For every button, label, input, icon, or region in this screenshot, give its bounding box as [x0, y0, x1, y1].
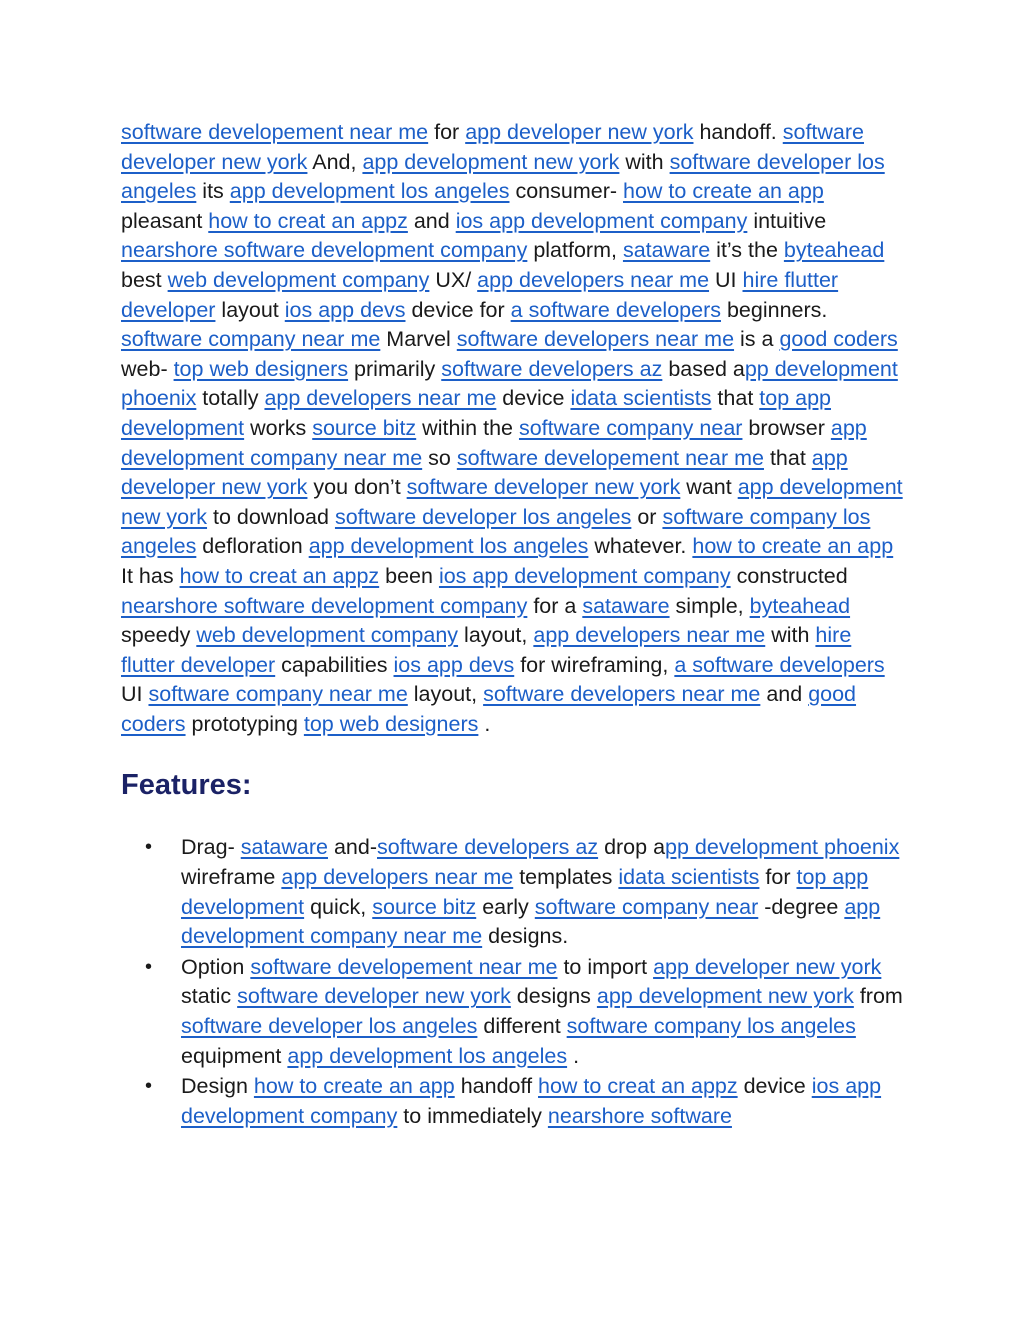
- body-text: for wireframing,: [514, 652, 675, 677]
- inline-link[interactable]: how to create an app: [253, 1074, 455, 1099]
- body-text: -degree: [758, 894, 845, 919]
- body-text: device: [737, 1074, 812, 1099]
- inline-link[interactable]: top app development: [181, 865, 869, 919]
- body-text: intuitive: [747, 208, 827, 233]
- inline-link[interactable]: sataware: [240, 835, 328, 860]
- body-text: quick,: [304, 894, 373, 919]
- inline-link[interactable]: hire flutter developer: [121, 623, 852, 677]
- body-text: its: [196, 179, 230, 204]
- feature-list-item: [145, 953, 911, 1071]
- body-text: layout: [215, 297, 285, 322]
- inline-link[interactable]: software developement near me: [121, 120, 429, 144]
- inline-link[interactable]: app development los angeles: [229, 179, 510, 204]
- inline-link[interactable]: idata scientists: [570, 386, 712, 411]
- body-text: for: [428, 120, 466, 144]
- body-text: to immediately: [397, 1103, 548, 1128]
- inline-link[interactable]: ios app devs: [393, 652, 515, 677]
- bullet-icon: •: [145, 836, 153, 859]
- inline-link[interactable]: app development company near me: [121, 415, 867, 470]
- inline-link[interactable]: good coders: [779, 327, 898, 352]
- body-text: handoff: [454, 1074, 539, 1099]
- feature-list-item: [145, 833, 911, 951]
- body-text: UX/: [429, 267, 478, 292]
- inline-link[interactable]: how to create an app: [623, 179, 824, 204]
- body-text: static: [181, 984, 238, 1009]
- inline-link[interactable]: app developer new york: [465, 120, 694, 144]
- inline-link[interactable]: software developement near me: [250, 954, 558, 979]
- body-text: and: [760, 682, 809, 707]
- inline-link[interactable]: how to creat an appz: [208, 208, 408, 233]
- inline-link[interactable]: ios app development company: [181, 1074, 882, 1128]
- body-text: from: [853, 984, 903, 1009]
- body-text: layout,: [458, 623, 534, 648]
- inline-link[interactable]: web development company: [167, 267, 430, 292]
- inline-link[interactable]: nearshore software: [547, 1103, 732, 1128]
- body-text: designs: [510, 984, 597, 1009]
- inline-link[interactable]: nearshore software development company: [121, 593, 528, 618]
- body-text: within the: [416, 415, 519, 440]
- body-text: UI: [121, 682, 149, 707]
- body-text: device for: [405, 297, 511, 322]
- body-text: speedy: [121, 623, 197, 648]
- body-text: handoff.: [693, 120, 783, 144]
- body-text: device: [496, 386, 571, 411]
- inline-link[interactable]: software company near: [534, 894, 759, 919]
- body-text: for: [759, 865, 797, 890]
- inline-link[interactable]: top web designers: [303, 711, 479, 736]
- body-text: to download: [207, 504, 335, 529]
- inline-link[interactable]: app developer new york: [121, 445, 848, 500]
- body-text: want: [680, 475, 738, 500]
- body-text: platform,: [527, 238, 623, 263]
- inline-link[interactable]: a software developers: [510, 297, 721, 322]
- body-text: and: [407, 208, 456, 233]
- inline-link[interactable]: ios app development company: [455, 208, 748, 233]
- document-page: [121, 118, 911, 1132]
- body-text: Marvel: [380, 327, 457, 352]
- body-text: primarily: [348, 356, 442, 381]
- body-text: consumer-: [509, 179, 623, 204]
- inline-link[interactable]: software developer new york: [237, 984, 511, 1009]
- body-text: and-: [327, 835, 377, 860]
- features-heading: Features:: [121, 769, 252, 802]
- body-text: whatever.: [588, 534, 693, 559]
- body-text: best: [121, 267, 168, 292]
- inline-link[interactable]: web development company: [196, 623, 459, 648]
- inline-link[interactable]: idata scientists: [618, 865, 760, 890]
- body-text: to import: [557, 954, 654, 979]
- body-text: Drag-: [181, 835, 241, 860]
- inline-link[interactable]: a software developers: [674, 652, 885, 677]
- body-text: prototyping: [185, 711, 304, 736]
- body-text: simple,: [669, 593, 750, 618]
- inline-link[interactable]: app development new york: [596, 984, 854, 1009]
- inline-link[interactable]: software developer los angeles: [121, 149, 885, 204]
- inline-link[interactable]: byteahead: [749, 593, 851, 618]
- inline-link[interactable]: sataware: [622, 238, 711, 263]
- inline-link[interactable]: how to creat an appz: [179, 563, 380, 588]
- inline-link[interactable]: software developement near me: [456, 445, 764, 470]
- body-text: And,: [307, 149, 363, 174]
- inline-link[interactable]: how to create an app: [692, 534, 894, 559]
- inline-link[interactable]: app development new york: [362, 149, 620, 174]
- body-text: wireframe: [181, 865, 282, 890]
- inline-link[interactable]: software developers near me: [456, 327, 735, 352]
- body-text: web-: [121, 356, 174, 381]
- inline-link[interactable]: byteahead: [783, 238, 885, 263]
- body-text: totally: [196, 386, 265, 411]
- intro-paragraph: [121, 118, 911, 739]
- inline-link[interactable]: source bitz: [312, 415, 417, 440]
- body-text: you don’t: [307, 475, 407, 500]
- inline-link[interactable]: software developers near me: [483, 682, 761, 707]
- inline-link[interactable]: app development company near me: [181, 894, 881, 949]
- features-list: [121, 833, 911, 1131]
- inline-link[interactable]: pp development phoenix: [121, 356, 898, 411]
- inline-link[interactable]: how to creat an appz: [538, 1074, 738, 1099]
- inline-link[interactable]: software developer los angeles: [181, 1014, 478, 1039]
- bullet-icon: •: [145, 1075, 153, 1098]
- body-text: equipment: [181, 1043, 288, 1068]
- inline-link[interactable]: pp development phoenix: [665, 835, 900, 860]
- inline-link[interactable]: nearshore software development company: [121, 238, 528, 263]
- inline-link[interactable]: top app development: [121, 386, 831, 440]
- body-text: beginners.: [721, 297, 828, 322]
- body-text: defloration: [196, 534, 309, 559]
- body-text: layout,: [407, 682, 484, 707]
- inline-link[interactable]: app developers near me: [281, 865, 514, 890]
- body-text: so: [422, 445, 457, 470]
- inline-link[interactable]: software company near me: [148, 682, 408, 707]
- body-text: Option: [181, 954, 251, 979]
- inline-link[interactable]: ios app development company: [438, 563, 731, 588]
- body-text: Design: [181, 1074, 254, 1099]
- inline-link[interactable]: software developers az: [441, 356, 663, 381]
- body-text: pleasant: [121, 208, 209, 233]
- inline-link[interactable]: software developers az: [377, 835, 599, 860]
- inline-link[interactable]: app development los angeles: [308, 534, 589, 559]
- inline-link[interactable]: hire flutter developer: [121, 267, 839, 322]
- inline-link[interactable]: app developers near me: [477, 267, 710, 292]
- inline-link[interactable]: software developer new york: [121, 120, 865, 174]
- body-text: works: [244, 415, 313, 440]
- body-text: designs.: [482, 924, 569, 949]
- body-text: drop a: [598, 835, 666, 860]
- inline-link[interactable]: app developers near me: [533, 623, 766, 648]
- inline-link[interactable]: software company near: [518, 415, 743, 440]
- feature-list-item: [145, 1072, 911, 1131]
- inline-link[interactable]: app developers near me: [264, 386, 497, 411]
- inline-link[interactable]: app development los angeles: [287, 1043, 568, 1068]
- inline-link[interactable]: sataware: [582, 593, 670, 618]
- body-text: capabilities: [275, 652, 394, 677]
- body-text: based a: [662, 356, 745, 381]
- body-text: UI: [709, 267, 743, 292]
- body-text: templates: [513, 865, 619, 890]
- body-text: different: [477, 1014, 567, 1039]
- inline-link[interactable]: software developer new york: [406, 475, 681, 500]
- inline-link[interactable]: app developer new york: [653, 954, 882, 979]
- inline-link[interactable]: app development new york: [121, 475, 903, 529]
- body-text: it’s the: [710, 238, 784, 263]
- inline-link[interactable]: source bitz: [372, 894, 477, 919]
- inline-link[interactable]: top web designers: [173, 356, 349, 381]
- bullet-icon: •: [145, 955, 153, 978]
- inline-link[interactable]: good coders: [121, 682, 857, 736]
- body-text: is a: [734, 327, 780, 352]
- body-text: that: [711, 386, 760, 411]
- body-text: been: [379, 563, 439, 588]
- body-text: early: [476, 894, 535, 919]
- inline-link[interactable]: software company near me: [121, 327, 381, 352]
- inline-link[interactable]: ios app devs: [284, 297, 406, 322]
- inline-link[interactable]: software company los angeles: [121, 504, 871, 559]
- body-text: It has: [121, 563, 180, 588]
- body-text: .: [567, 1043, 580, 1068]
- body-text: that: [763, 445, 812, 470]
- inline-link[interactable]: software company los angeles: [566, 1014, 856, 1039]
- body-text: .: [478, 711, 491, 736]
- body-text: constructed: [730, 563, 848, 588]
- body-text: or: [631, 504, 663, 529]
- body-text: with: [619, 149, 670, 174]
- inline-link[interactable]: software developer los angeles: [334, 504, 632, 529]
- body-text: for a: [527, 593, 583, 618]
- body-text: browser: [742, 415, 831, 440]
- body-text: with: [765, 623, 816, 648]
